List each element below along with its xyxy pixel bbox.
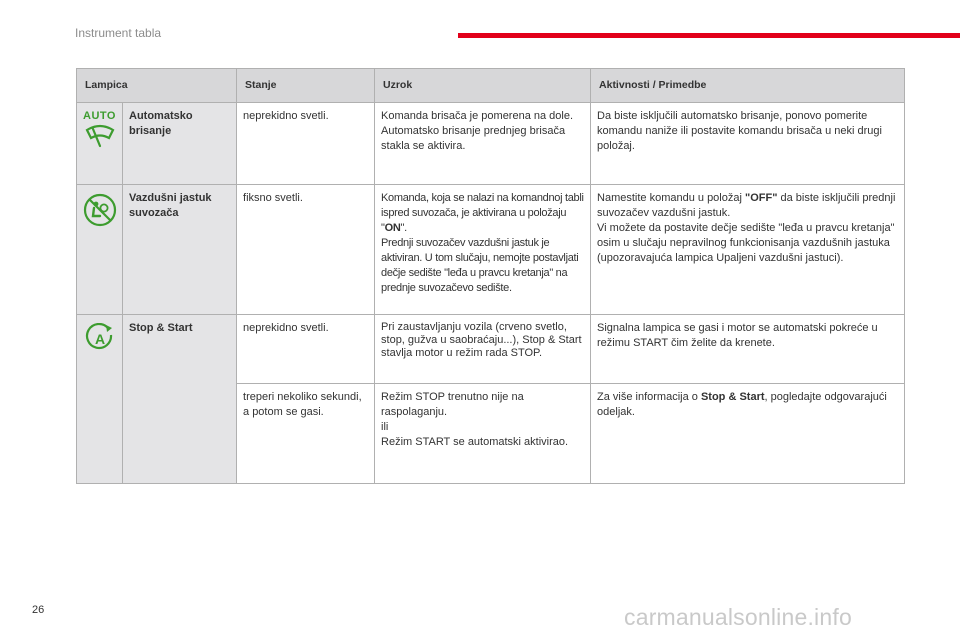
table-row [77, 103, 905, 185]
lamp-action: Da biste isključili automatsko brisanje, ponovo pomerite komandu naniže ili postavite komandu brisača u neki drugi položaj. [591, 103, 905, 185]
action-text: Vi možete da postavite dečje sedište "leđa u pravcu kretanja" osim u slučaju nepravilnog funkcionisanja vazdušnih jastuka (upozoravajuća lampica Upaljeni vazdušni jastuci). [597, 222, 895, 264]
cause-text: Komanda, koja se nalazi na komandnoj tabli ispred suvozača, je aktivirana u položaju " [381, 192, 584, 234]
column-header-action: Aktivnosti / Primedbe [591, 69, 905, 103]
lamp-action [591, 384, 905, 484]
action-text: da biste isključili prednji suvozačev vazdušni jastuk. [597, 192, 896, 219]
action-text: Za više informacija o [597, 391, 701, 403]
cause-line: Režim STOP trenutno nije na raspolaganju. [381, 391, 524, 418]
lamp-state: neprekidno svetli. [237, 103, 375, 185]
column-header-state: Stanje [237, 69, 375, 103]
lamp-name: Vazdušni jastuk suvozača [123, 185, 237, 315]
action-bold: "OFF" [744, 192, 778, 204]
passenger-airbag-off-icon [83, 193, 117, 227]
lamp-action [591, 185, 905, 315]
lamp-name: Automatsko brisanje [123, 103, 237, 185]
lamp-state: treperi nekoliko sekundi, a potom se gasi. [237, 384, 375, 484]
header-accent-bar [458, 33, 960, 38]
cause-text: ". [400, 222, 407, 234]
section-title: Instrument tabla [75, 26, 162, 40]
lamp-cause [375, 384, 591, 484]
column-header-lamp: Lampica [77, 69, 237, 103]
auto-label: AUTO [83, 110, 116, 122]
stop-start-icon [85, 323, 115, 353]
lamp-state: fiksno svetli. [237, 185, 375, 315]
action-text: Namestite komandu u položaj [597, 192, 745, 204]
lamp-cause: Pri zaustavljanju vozila (crveno svetlo, stop, gužva u saobraćaju...), Stop & Start stavlja motor u režim rada STOP. [375, 315, 591, 384]
cause-line: ili [381, 421, 389, 433]
lamp-cause [375, 185, 591, 315]
wiper-auto-icon [84, 124, 116, 150]
cause-bold: ON [384, 222, 401, 234]
svg-text:A: A [94, 331, 105, 347]
lamp-name: Stop & Start [123, 315, 237, 484]
cause-text: Prednji suvozačev vazdušni jastuk je aktiviran. U tom slučaju, nemojte postavljati dečje sedište "leđa u pravcu kretanja" na prednje suvozačevo sedište. [381, 237, 579, 294]
watermark: carmanualsonline.info [624, 604, 852, 630]
action-bold: Stop & Start [700, 391, 765, 403]
table-header-row [77, 69, 905, 103]
table-row [77, 315, 905, 384]
cause-line: Automatsko brisanje prednjeg brisača stakla se aktivira. [381, 125, 566, 152]
lamp-icon-cell [77, 185, 123, 315]
cause-line: Komanda brisača je pomerena na dole. [381, 110, 574, 122]
warning-lamp-table [76, 68, 905, 484]
lamp-state: neprekidno svetli. [237, 315, 375, 384]
lamp-action: Signalna lampica se gasi i motor se automatski pokreće u režimu START čim želite da krenete. [591, 315, 905, 384]
column-header-cause: Uzrok [375, 69, 591, 103]
page-number: 26 [32, 604, 45, 616]
table-row [77, 185, 905, 315]
action-text: , pogledajte odgovarajući odeljak. [597, 391, 887, 418]
cause-line: Režim START se automatski aktivirao. [381, 436, 569, 448]
lamp-cause [375, 103, 591, 185]
lamp-icon-cell [77, 315, 123, 484]
lamp-icon-cell [77, 103, 123, 185]
